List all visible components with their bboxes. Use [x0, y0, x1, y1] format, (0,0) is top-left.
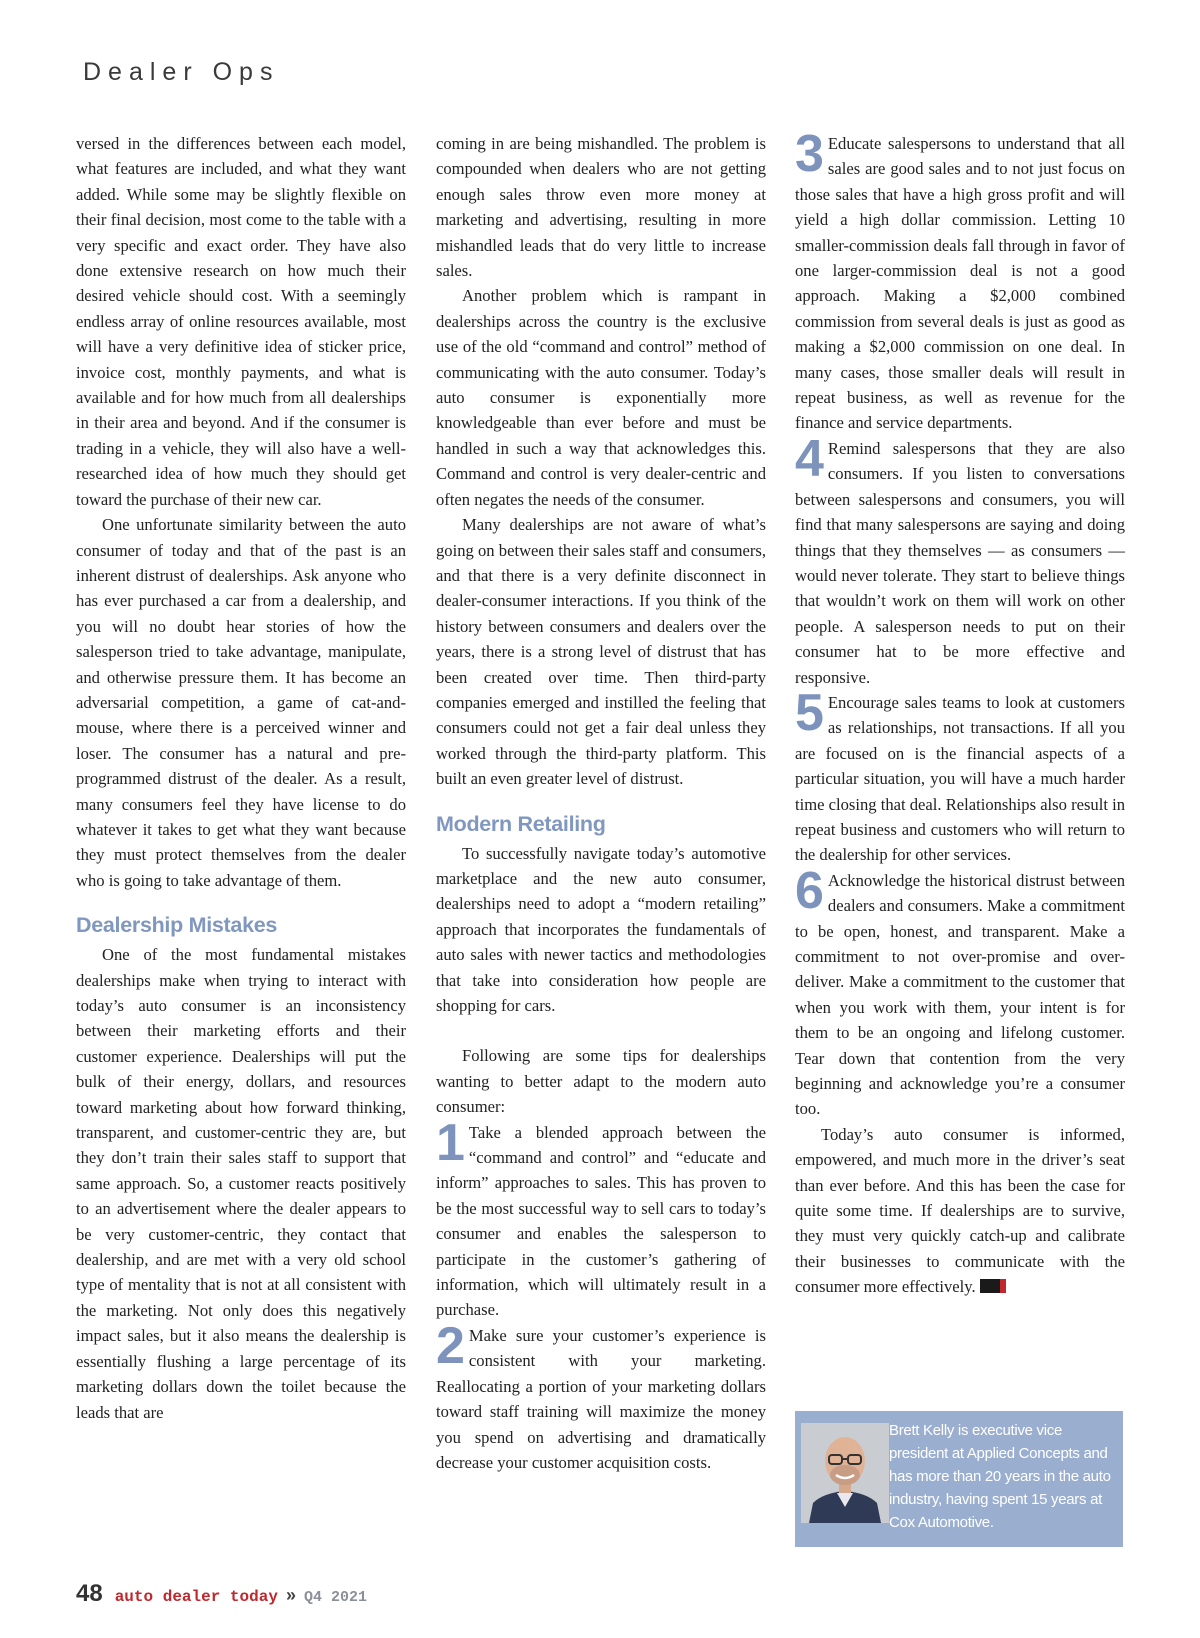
tip-text: Take a blended approach between the “command and control” and “educate and inform” approaches to sales. This has proven to be the most successful way to sell cars to today’s consumer and enables the salesperson to participate in the customer’s gathering of information, which will ultimately result in a purchase. — [436, 1122, 766, 1320]
column-1 — [76, 131, 406, 1425]
paragraph: One of the most fundamental mistakes dealerships make when trying to interact with today’s auto consumer is an inconsistency between their marketing efforts and their customer experience. Dealerships will put the bulk of their energy, dollars, and resources toward marketing about how forward thinking, transparent, and customer-centric they are, but they don’t train their sales staff to support that same approach. So, a customer reacts positively to an advertisement where the dealer appears to be very customer-centric, they contact that dealership, and are met with a very old school type of mentality that is not at all consistent with the marketing. Not only does this negatively impact sales, but it also means the dealership is essentially flushing a large percentage of its marketing dollars down the toilet because the leads that are — [76, 945, 406, 1422]
author-photo — [801, 1423, 889, 1523]
tip-number: 4 — [795, 429, 824, 488]
author-bio-text: Brett Kelly is executive vice president at Applied Concepts and has more than 20 years in the auto industry, having spent 15 years at Cox Automotive. — [889, 1422, 1111, 1531]
tip-number: 2 — [436, 1316, 465, 1375]
separator-icon: » — [285, 1585, 296, 1605]
tip-number: 5 — [795, 683, 824, 742]
paragraph: versed in the differences between each model, what features are included, and what they want added. While some may be slightly flexible on their final decision, most come to the table with a very specific and exact order. They have also done extensive research on how much their desired vehicle should cost. With a seemingly endless array of online resources available, most will have a very definitive idea of sticker price, invoice cost, monthly payments, and what is available and for how much from all dealerships in their area and beyond. And if the consumer is trading in a vehicle, they will also have a well-researched idea of how much they should get toward the purchase of their new car. — [76, 134, 406, 509]
page-number: 48 — [76, 1580, 103, 1607]
issue-label: Q4 2021 — [303, 1589, 367, 1606]
tip-text: Remind salespersons that they are also consumers. If you listen to conversations between salespersons and consumers, you will find that many salespersons are saying and doing things that they themselves — as consumers — would never tolerate. They start to believe things that wouldn’t work on them will work on other people. A salesperson needs to put on their consumer hat to be more effective and responsive. — [795, 438, 1125, 687]
tip-item — [436, 1113, 766, 1323]
tip-number: 3 — [795, 125, 824, 183]
tip-text: Educate salespersons to understand that all sales are good sales and to not just focus on those sales that have a high gross profit and will yield a high dollar commission. Letting 10 smaller-commission deals fall through in favor of one larger-commission deal is not a good approach. Making a $2,000 combined commission from several deals is just as good as making a $2,000 commission on one deal. In many cases, those smaller deals will result in repeat business, as well as revenue for the finance and service departments. — [795, 134, 1125, 433]
tip-item — [795, 125, 1125, 436]
tip-item — [795, 429, 1125, 690]
page-footer — [76, 1580, 367, 1610]
paragraph: coming in are being mishandled. The problem is compounded when dealers who are not getting enough sales throw even more money at marketing and advertising, resulting in more mishandled leads that do very little to increase sales. — [436, 134, 766, 281]
paragraph: One unfortunate similarity between the auto consumer of today and that of the past is an inherent distrust of dealerships. Ask anyone who has ever purchased a car from a dealership, and you will no doubt hear stories of how the salesperson tried to take advantage, manipulate, and otherwise pressure them. It has become an adversarial competition, a game of cat-and-mouse, where there is a perceived winner and loser. The consumer has a natural and pre-programmed distrust of the dealer. As a result, many consumers feel they have license to do whatever it takes to get what they want because they must protect themselves from the dealer who is going to take advantage of them. — [76, 515, 406, 890]
end-mark-icon — [980, 1279, 1006, 1293]
tip-item — [436, 1316, 766, 1475]
paragraph: To successfully navigate today’s automotive marketplace and the new auto consumer, dealerships need to adopt a “modern retailing” approach that incorporates the fundamentals of auto sales with newer tactics and methodologies that take into consideration how people are shopping for cars. — [436, 843, 766, 1015]
tip-text: Encourage sales teams to look at customers as relationships, not transactions. If all you are focused on is the financial aspects of a particular situation, you will have a much harder time closing that deal. Relationships also result in repeat business and customers who will return to the dealership for other services. — [795, 692, 1125, 865]
column-2 — [436, 131, 766, 1475]
tip-text: Make sure your customer’s experience is consistent with your marketing. Reallocating a portion of your marketing dollars toward staff training will maximize the money you spend on advertising and dramatically decrease your customer acquisition costs. — [436, 1325, 766, 1472]
tip-text: Acknowledge the historical distrust between dealers and consumers. Make a commitment to be open, honest, and transparent. Make a commitment to not over-promise and over-deliver. Make a commitment to the customer that when you work with them, your intent is for them to be an ongoing and lifelong customer. Tear down that contention from the very beginning and acknowledge you’re a consumer too. — [795, 870, 1125, 1119]
paragraph: Following are some tips for dealerships wanting to better adapt to the modern auto consumer: — [436, 1046, 766, 1117]
paragraph — [795, 1122, 1125, 1300]
author-bio-box — [795, 1411, 1123, 1547]
closing-text: Today’s auto consumer is informed, empowered, and much more in the driver’s seat than ever before. And this has been the case for quite some time. If dealerships are to survive, they must very quickly catch-up and calibrate their businesses to communicate with the consumer more effectively. — [795, 1124, 1125, 1297]
paragraph: Another problem which is rampant in dealerships across the country is the exclusive use of the old “command and control” method of communicating with the auto consumer. Today’s auto consumer is exponentially more knowledgeable than ever before and must be handled in such a way that acknowledges this. Command and control is very dealer-centric and often negates the needs of the consumer. — [436, 286, 766, 509]
tip-item — [795, 683, 1125, 868]
subheading-modern-retailing: Modern Retailing — [436, 811, 606, 836]
subheading-dealership-mistakes: Dealership Mistakes — [76, 913, 278, 938]
section-label: Dealer Ops — [83, 58, 280, 86]
tip-number: 1 — [436, 1113, 465, 1172]
tip-item — [795, 861, 1125, 1122]
paragraph: Many dealerships are not aware of what’s going on between their sales staff and consumers, and that there is a very definite disconnect in dealer-consumer interactions. If you think of the history between consumers and dealers over the years, there is a strong level of distrust that has been created over time. Then third-party companies emerged and instilled the feeling that consumers could not get a fair deal unless they worked through the third-party platform. This built an even greater level of distrust. — [436, 515, 766, 789]
column-3 — [795, 125, 1125, 1300]
magazine-name: auto dealer today — [114, 1588, 278, 1606]
tip-number: 6 — [795, 861, 824, 920]
